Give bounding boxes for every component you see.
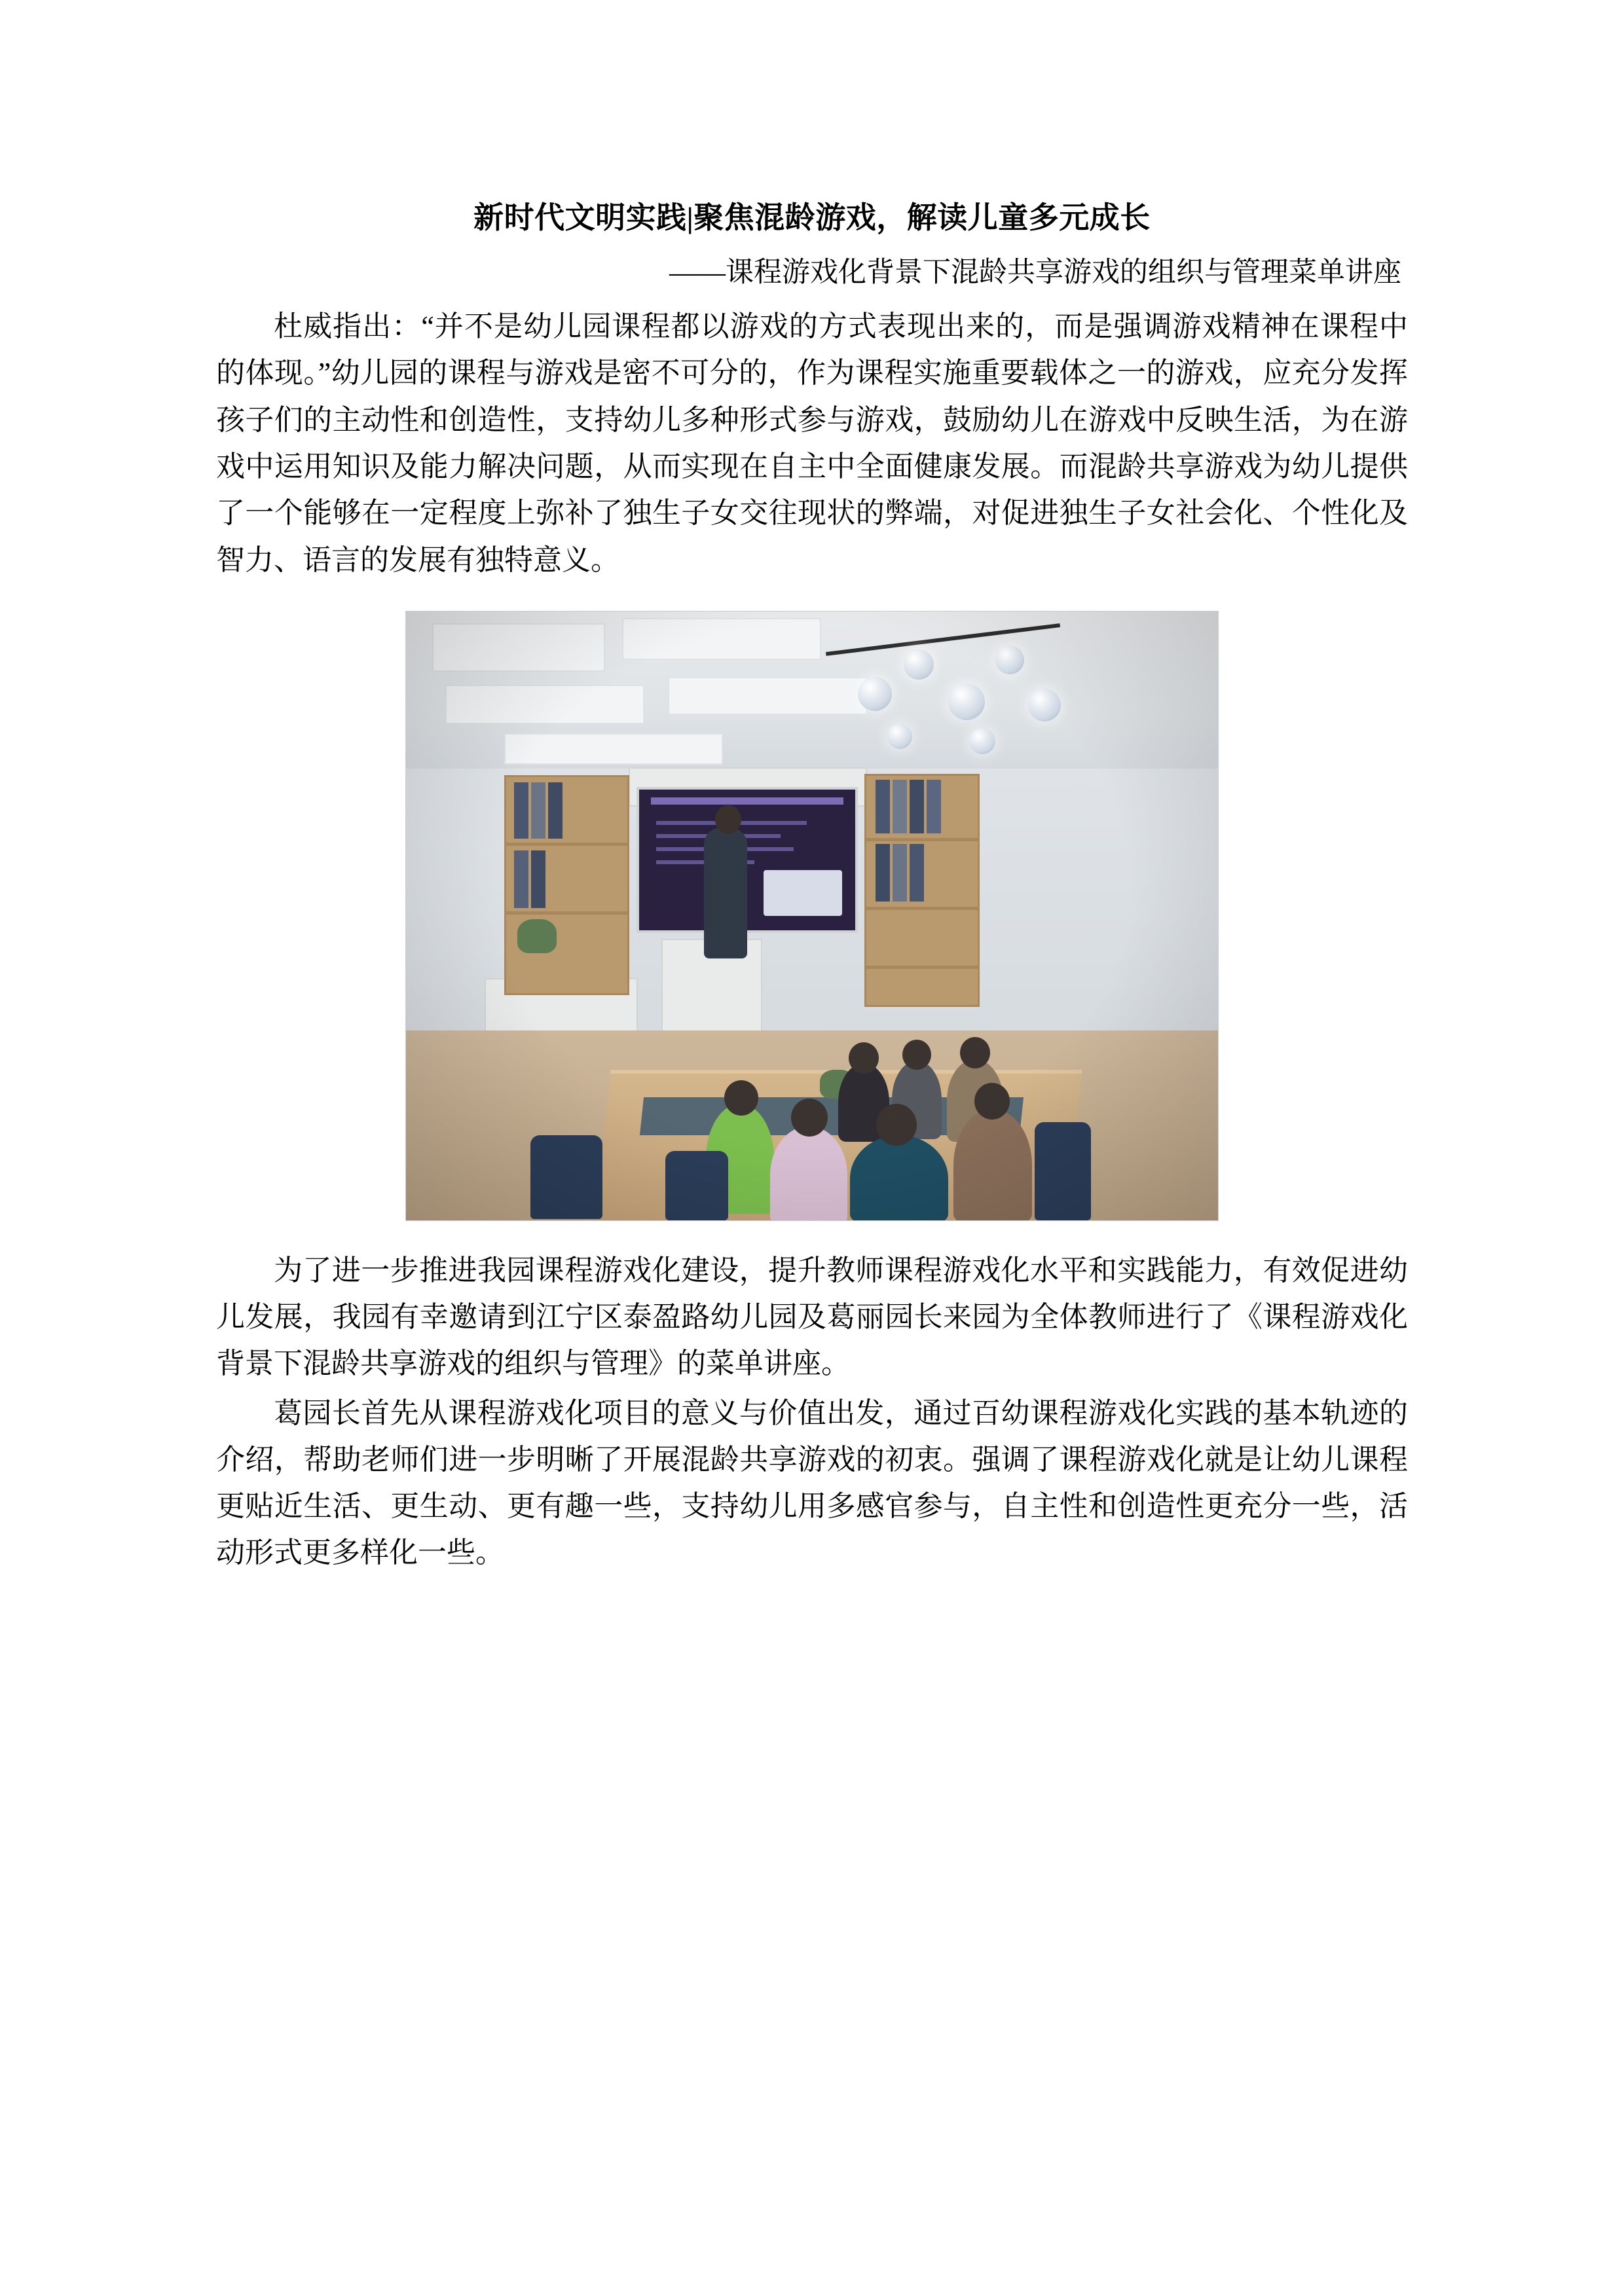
page-title: 新时代文明实践|聚焦混龄游戏，解读儿童多元成长 <box>473 201 1151 234</box>
page-subtitle: ——课程游戏化背景下混龄共享游戏的组织与管理菜单讲座 <box>669 257 1401 288</box>
photo-vignette <box>406 611 1218 1220</box>
figure-container <box>216 611 1408 1221</box>
paragraph-3: 葛园长首先从课程游戏化项目的意义与价值出发，通过百幼课程游戏化实践的基本轨迹的介绍，帮助老师们进一步明晰了开展混龄共享游戏的初衷。强调了课程游戏化就是让幼儿课程更贴近生活、更生动、更有趣一些，支持幼儿用多感官参与，自主性和创造性更充分一些，活动形式更多样化一些。 <box>216 1396 1408 1569</box>
paragraph-2: 为了进一步推进我园课程游戏化建设，提升教师课程游戏化水平和实践能力，有效促进幼儿发展，我园有幸邀请到江宁区泰盈路幼儿园及葛丽园长来园为全体教师进行了《课程游戏化背景下混龄共享游戏的组织与管理》的菜单讲座。 <box>216 1254 1408 1380</box>
paragraph-1: 杜威指出：“并不是幼儿园课程都以游戏的方式表现出来的，而是强调游戏精神在课程中的体现。”幼儿园的课程与游戏是密不可分的，作为课程实施重要载体之一的游戏，应充分发挥孩子们的主动性和创造性，支持幼儿多种形式参与游戏，鼓励幼儿在游戏中反映生活，为在游戏中运用知识及能力解决问题，从而实现在自主中全面健康发展。而混龄共享游戏为幼儿提供了一个能够在一定程度上弥补了独生子女交往现状的弊端，对促进独生子女社会化、个性化及智力、语言的发展有独特意义。 <box>216 310 1408 576</box>
lecture-photo <box>405 611 1219 1221</box>
